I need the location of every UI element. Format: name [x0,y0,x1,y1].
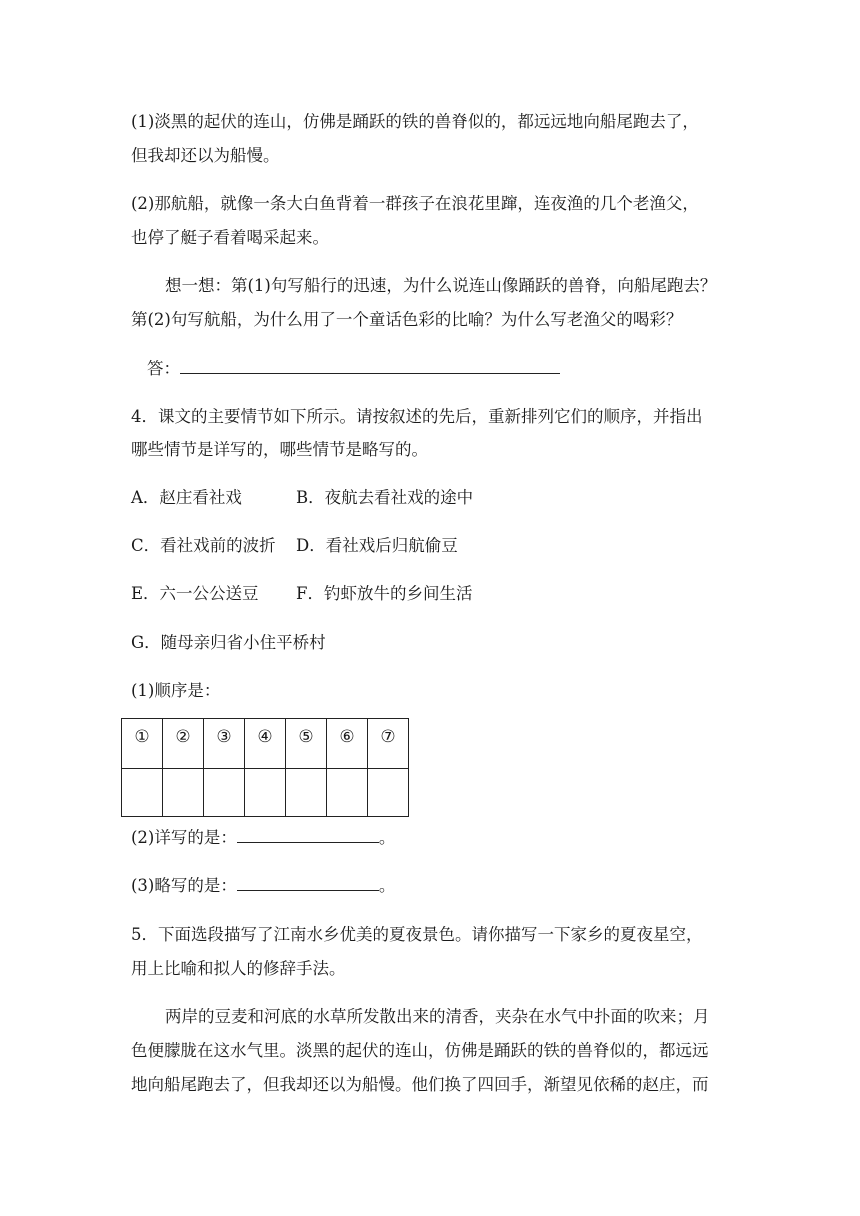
order-answer-cell[interactable] [327,769,368,817]
q5-stem-line1: 5．下面选段描写了江南水乡优美的夏夜景色。请你描写一下家乡的夏夜星空， [131,925,703,944]
brief-label: (3)略写的是： [131,876,237,895]
detail-end-mark: 。 [378,828,396,847]
order-answer-cell[interactable] [245,769,286,817]
q5-passage-line1: 两岸的豆麦和河底的水草所发散出来的清香，夹杂在水气中扑面的吹来；月 [165,1007,710,1026]
order-header-cell: ② [163,719,204,769]
q4-order-label: (1)顺序是： [131,681,221,700]
q4-option-e: E．六一公公送豆 [131,584,259,603]
order-answer-cell[interactable] [204,769,245,817]
q4-stem-line2: 哪些情节是详写的，哪些情节是略写的。 [131,440,428,459]
answer-label: 答： [147,359,180,378]
q4-stem-line1: 4．课文的主要情节如下所示。请按叙述的先后，重新排列它们的顺序，并指出 [131,407,703,426]
brief-blank[interactable] [237,876,379,891]
order-answer-cell[interactable] [163,769,204,817]
order-header-cell: ④ [245,719,286,769]
q4-option-c: C．看社戏前的波折 [131,536,276,555]
q3-sentence1-line2: 但我却还以为船慢。 [131,146,280,165]
q3-think-line1: 想一想：第(1)句写船行的迅速，为什么说连山像踊跃的兽脊，向船尾跑去？ [165,276,717,295]
q4-option-a: A．赵庄看社戏 [131,488,242,507]
answer-blank[interactable] [180,359,560,374]
detail-blank[interactable] [237,828,379,843]
order-header-cell: ⑤ [286,719,327,769]
q3-answer-row [147,358,560,380]
q3-sentence1-line1: (1)淡黑的起伏的连山，仿佛是踊跃的铁的兽脊似的，都远远地向船尾跑去了， [131,112,699,131]
q5-passage-line2: 色便朦胧在这水气里。淡黑的起伏的连山，仿佛是踊跃的铁的兽脊似的，都远远 [131,1041,709,1060]
order-header-cell: ③ [204,719,245,769]
q3-sentence2-line1: (2)那航船，就像一条大白鱼背着一群孩子在浪花里蹿，连夜渔的几个老渔父， [131,194,699,213]
q4-option-d: D．看社戏后归航偷豆 [296,536,458,555]
q5-stem-line2: 用上比喻和拟人的修辞手法。 [131,959,346,978]
q3-sentence2-line2: 也停了艇子看着喝采起来。 [131,228,329,247]
brief-end-mark: 。 [378,876,396,895]
q4-option-f: F．钓虾放牛的乡间生活 [296,584,473,603]
order-answer-cell[interactable] [286,769,327,817]
order-answer-cell[interactable] [122,769,163,817]
order-header-cell: ⑦ [368,719,409,769]
order-table [121,718,409,817]
order-header-cell: ⑥ [327,719,368,769]
order-answer-cell[interactable] [368,769,409,817]
q4-detail-row [131,827,395,849]
order-header-cell: ① [122,719,163,769]
q5-passage-line3: 地向船尾跑去了，但我却还以为船慢。他们换了四回手，渐望见依稀的赵庄，而 [131,1075,709,1094]
q4-option-b: B．夜航去看社戏的途中 [296,488,474,507]
detail-label: (2)详写的是： [131,828,237,847]
q4-brief-row [131,875,395,897]
q4-option-g: G．随母亲归省小住平桥村 [131,633,326,652]
q3-think-line2: 第(2)句写航船，为什么用了一个童话色彩的比喻？为什么写老渔父的喝彩？ [131,310,683,329]
